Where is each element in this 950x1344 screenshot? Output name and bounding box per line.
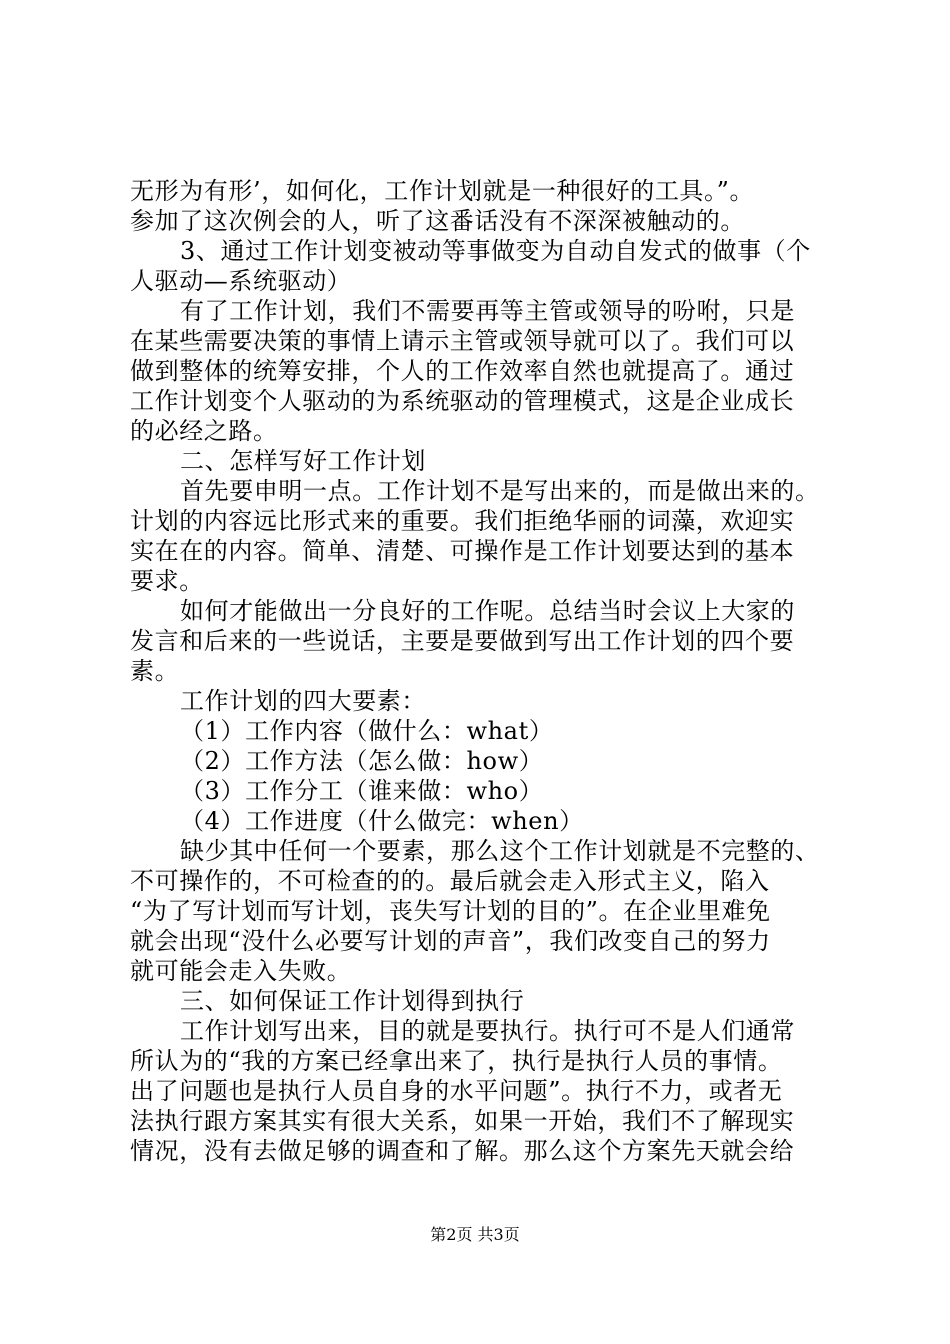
text-line: 就会出现“没什么必要写计划的声音”，我们改变自己的努力: [130, 927, 771, 955]
text-line: （3）工作分工（谁来做：who）: [180, 777, 544, 805]
page-footer: 第2页 共3页: [430, 1225, 520, 1244]
text-line: 就可能会走入失败。: [130, 957, 352, 985]
text-line: 实在在的内容。简单、清楚、可操作是工作计划要达到的基本: [130, 537, 795, 565]
text-line: 人驱动—系统驱动）: [130, 267, 352, 295]
text-line: 缺少其中任何一个要素，那么这个工作计划就是不完整的、: [180, 837, 820, 865]
text-line: 有了工作计划，我们不需要再等主管或领导的吩咐，只是: [180, 297, 795, 325]
text-line: 法执行跟方案其实有很大关系，如果一开始，我们不了解现实: [130, 1107, 795, 1135]
document-body: [130, 176, 840, 1166]
text-line: （2）工作方法（怎么做：how）: [180, 747, 544, 775]
text-line: “为了写计划而写计划，丧失写计划的目的”。在企业里难免: [130, 897, 771, 925]
text-line: 3、通过工作计划变被动等事做变为自动自发式的做事（个: [180, 237, 811, 265]
text-line: 不可操作的，不可检查的的。最后就会走入形式主义，陷入: [130, 867, 770, 895]
text-line: 参加了这次例会的人，听了这番话没有不深深被触动的。: [130, 207, 745, 235]
text-line: 要求。: [130, 567, 204, 595]
text-line: 如何才能做出一分良好的工作呢。总结当时会议上大家的: [180, 597, 795, 625]
text-line: （4）工作进度（什么做完：when）: [180, 807, 584, 835]
text-line: 素。: [130, 657, 180, 685]
text-line: 二、怎样写好工作计划: [180, 447, 426, 475]
text-line: 工作计划变个人驱动的为系统驱动的管理模式，这是企业成长: [130, 387, 795, 415]
text-line: 发言和后来的一些说话，主要是要做到写出工作计划的四个要: [130, 627, 795, 655]
text-line: 无形为有形’，如何化，工作计划就是一种很好的工具。”。: [130, 177, 755, 205]
text-line: 计划的内容远比形式来的重要。我们拒绝华丽的词藻，欢迎实: [130, 507, 795, 535]
text-line: 在某些需要决策的事情上请示主管或领导就可以了。我们可以: [130, 327, 795, 355]
text-line: （1）工作内容（做什么：what）: [180, 717, 554, 745]
text-line: 做到整体的统筹安排，个人的工作效率自然也就提高了。通过: [130, 357, 795, 385]
text-line: 情况，没有去做足够的调查和了解。那么这个方案先天就会给: [130, 1137, 795, 1165]
text-line: 所认为的“我的方案已经拿出来了，执行是执行人员的事情。: [130, 1047, 783, 1075]
text-line: 工作计划的四大要素：: [180, 687, 426, 715]
text-line: 三、如何保证工作计划得到执行: [180, 987, 525, 1015]
text-line: 工作计划写出来，目的就是要执行。执行可不是人们通常: [180, 1017, 795, 1045]
text-line: 出了问题也是执行人员自身的水平问题”。执行不力，或者无: [130, 1077, 783, 1105]
text-line: 首先要申明一点。工作计划不是写出来的，而是做出来的。: [180, 477, 820, 505]
text-line: 的必经之路。: [130, 417, 278, 445]
